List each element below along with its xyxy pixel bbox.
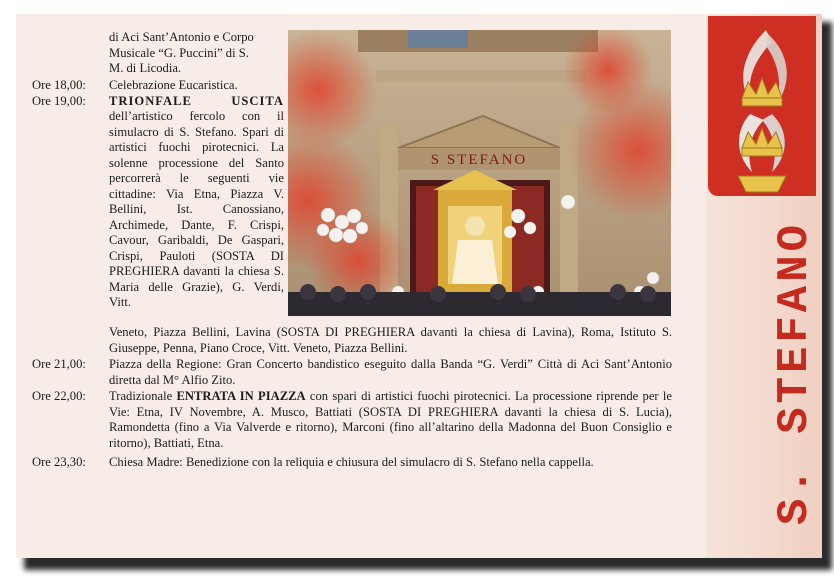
brochure-page xyxy=(16,14,822,558)
program-time: Ore 18,00: xyxy=(32,78,86,92)
intro-continuation xyxy=(109,30,284,77)
program-time: Ore 21,00: xyxy=(32,357,86,371)
facade-inscription: S STEFANO xyxy=(430,152,528,168)
program-text: Chiesa Madre: Benedizione con la reliquia e chiusura del simulacro di S. Stefano nella cappella. xyxy=(109,455,594,469)
saint-emblem xyxy=(708,16,816,196)
program-text: Piazza della Regione: Gran Concerto bandistico eseguito dalla Banda “G. Verdi” Città di Aci Sant’Antonio diretta dal M° Alfio Zito. xyxy=(109,357,672,387)
vertical-title: S. STEFANO xyxy=(770,220,821,525)
flame-crowns-icon xyxy=(708,16,816,196)
program-entry xyxy=(32,78,282,94)
program-text xyxy=(109,389,672,451)
program-heading: TRIONFALE USCITA xyxy=(109,93,284,108)
program-entry xyxy=(32,94,284,311)
program-text-part: dell’artistico fercolo con il simulacro di S. Stefano. Spari di artistici fuochi pirotecnici. La solenne processione del Santo percorrerà le seguenti vie cittadine: Via Etna, Piazza V. Bellini, Ist. Canossiano, Archimede, Dante, F. Crispi, Cavour, Garibaldi, De Gaspari, Crispi, Pauloti (SOSTA DI PREGHIERA davanti la chiesa S. Maria delle Grazie), G. Verdi, Vitt. xyxy=(109,109,284,309)
program-text-part: Tradizionale xyxy=(109,389,177,403)
vertical-title-box xyxy=(771,200,819,545)
program-time: Ore 19,00: xyxy=(32,93,86,108)
program-entry xyxy=(32,455,672,471)
program-entry xyxy=(32,389,672,451)
intro-line: Musicale “G. Puccini” di S. xyxy=(109,45,249,60)
program-entry-continued xyxy=(32,325,672,356)
procession-photo xyxy=(288,30,671,316)
intro-line: di Aci Sant’Antonio e Corpo xyxy=(109,30,254,44)
program-time: Ore 23,30: xyxy=(32,455,86,469)
program-text: Veneto, Piazza Bellini, Lavina (SOSTA DI PREGHIERA davanti la chiesa di Lavina), Roma, Istituto S. Giuseppe, Penna, Piano Croce, Vitt. Veneto, Piazza Bellini. xyxy=(109,325,672,355)
program-entry xyxy=(32,357,672,388)
program-text: Celebrazione Eucaristica. xyxy=(109,78,238,92)
program-text xyxy=(109,94,284,311)
golden-statue-float xyxy=(433,170,517,300)
program-heading: ENTRATA IN PIAZZA xyxy=(176,389,306,403)
intro-line: M. di Licodia. xyxy=(109,61,182,75)
program-text-part: con spari di artistici fuochi pirotecnici. La processione riprende per le Vie: Etna, IV Novembre, A. Musco, Battiati (SOSTA DI PREGHIERA davanti la chiesa di S. Lucia), Ramondetta (fino a Via Valverde e ritorno), Marconi (fino all’altarino della Madonna del Buon Consiglio e ritorno), Battiati, Etna. xyxy=(109,389,672,450)
program-time: Ore 22,00: xyxy=(32,389,86,403)
